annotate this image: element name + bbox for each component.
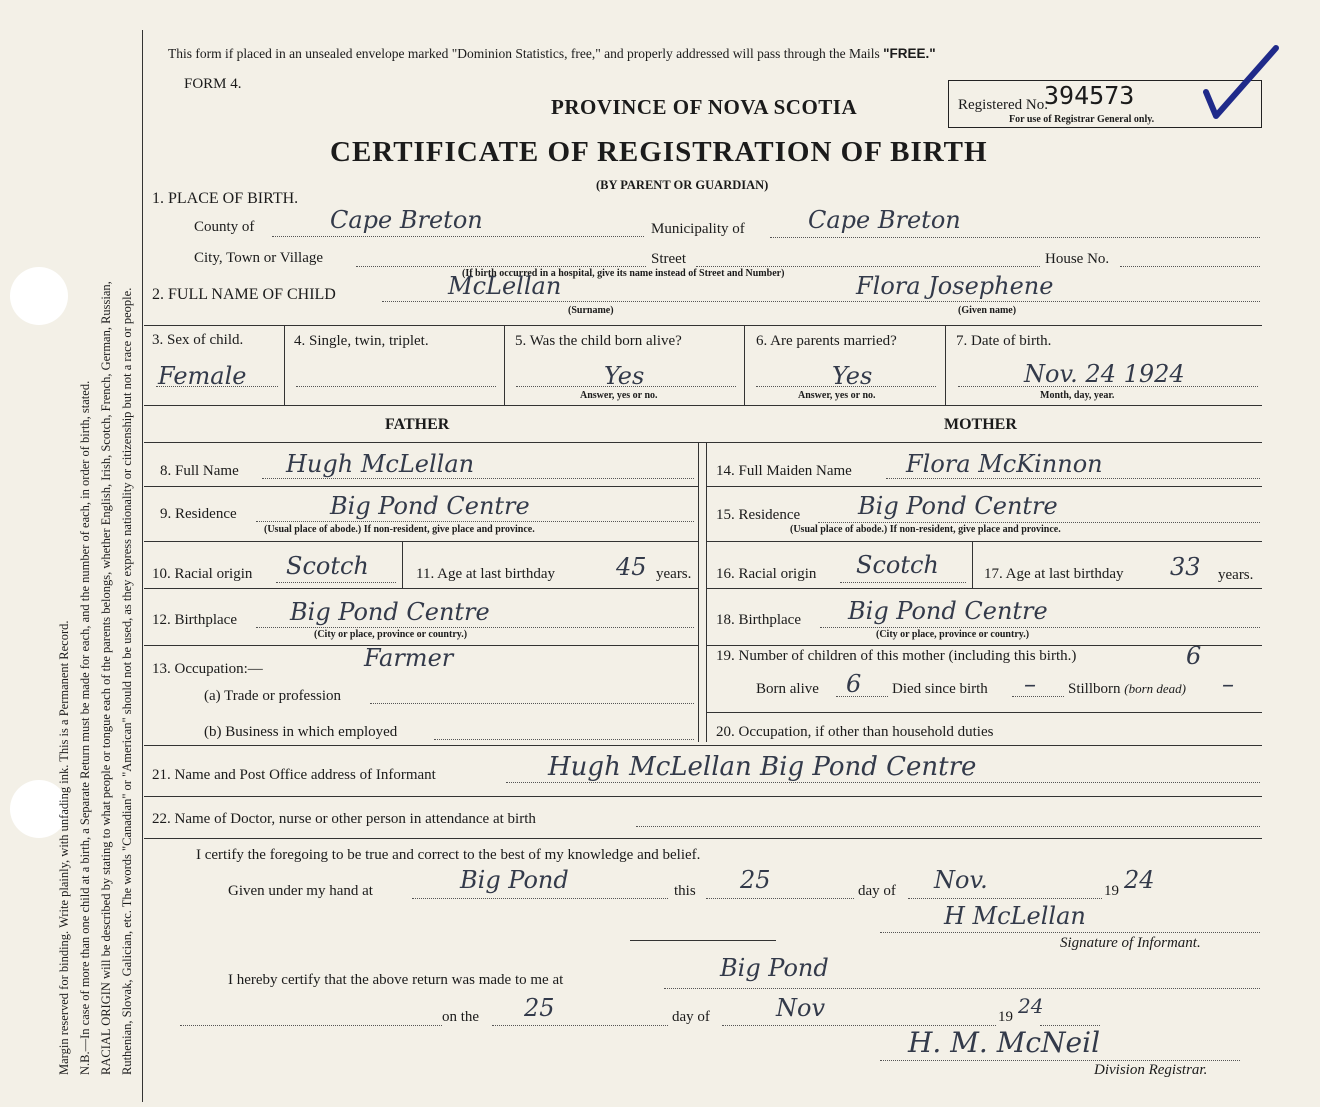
mother-racial-value: Scotch bbox=[856, 551, 939, 579]
mother-birthplace-line bbox=[820, 627, 1260, 628]
mother-row1 bbox=[706, 486, 1262, 487]
mother-residence-label: 15. Residence bbox=[716, 507, 801, 523]
margin-note-3: RACIAL ORIGIN will be described by stating to what people or tongue each of the parents belongs, whether English, Irish, Scotch, French, German, Russian, bbox=[99, 281, 113, 1075]
mother-residence-line bbox=[818, 522, 1260, 523]
row3-div2 bbox=[504, 325, 505, 405]
cert-year-suffix: 24 bbox=[1124, 866, 1155, 894]
sex-label: 3. Sex of child. bbox=[152, 332, 244, 348]
informant-signature-line bbox=[880, 932, 1260, 933]
registrar-statement: I hereby certify that the above return was made to me at bbox=[228, 972, 564, 988]
parents-bottom bbox=[144, 745, 1262, 746]
doctor-line bbox=[636, 826, 1260, 827]
born-alive-caption: Answer, yes or no. bbox=[580, 390, 658, 401]
father-residence-value: Big Pond Centre bbox=[330, 492, 530, 520]
dob-value: Nov. 24 1924 bbox=[1024, 360, 1185, 388]
margin-note-2: N.B.—In case of more than one child at a birth, a Separate Return must be made for each, and the number of each, in order of birth, stated. bbox=[78, 380, 92, 1075]
father-birthplace-value: Big Pond Centre bbox=[290, 598, 490, 626]
father-residence-caption: (Usual place of abode.) If non-resident, give place and province. bbox=[264, 524, 535, 535]
mother-age-divider bbox=[972, 541, 973, 588]
father-age-divider bbox=[402, 541, 403, 588]
father-age-label: 11. Age at last birthday bbox=[416, 566, 555, 582]
margin-note-4: Ruthenian, Slovak, Galician, etc. The words "Canadian" or "American" should not be used, as they express nationality or citizenship but not a race or people. bbox=[120, 287, 134, 1075]
father-residence-label: 9. Residence bbox=[160, 506, 237, 522]
mother-row4 bbox=[706, 645, 1262, 646]
informant-line bbox=[506, 782, 1260, 783]
married-label: 6. Are parents married? bbox=[756, 333, 897, 349]
mother-children-value: 6 bbox=[1186, 642, 1202, 670]
father-occupation-value: Farmer bbox=[364, 644, 454, 672]
city-line bbox=[356, 266, 646, 267]
doctor-bottom bbox=[144, 838, 1262, 839]
house-label: House No. bbox=[1045, 251, 1110, 267]
row3-bottom bbox=[144, 405, 1262, 406]
father-trade-label: (a) Trade or profession bbox=[204, 688, 342, 704]
registered-number: 394573 bbox=[1044, 81, 1135, 110]
cert-month: Nov. bbox=[934, 866, 988, 894]
married-caption: Answer, yes or no. bbox=[798, 390, 876, 401]
margin-note-1: Margin reserved for binding. Write plainly, with unfading ink. This is a Permanent Record. bbox=[57, 620, 71, 1075]
mother-racial-label: 16. Racial origin bbox=[716, 566, 817, 582]
father-racial-line bbox=[276, 582, 396, 583]
cert-day-of-label: day of bbox=[858, 883, 896, 899]
row3-top bbox=[144, 325, 1262, 326]
registrar-place: Big Pond bbox=[720, 954, 829, 982]
father-business-line bbox=[434, 739, 694, 740]
father-years: years. bbox=[656, 566, 692, 582]
mother-row5 bbox=[706, 712, 1262, 713]
dob-caption: Month, day, year. bbox=[1040, 390, 1115, 401]
county-line bbox=[272, 236, 644, 237]
mother-children-label: 19. Number of children of this mother (including this birth.) bbox=[716, 648, 1077, 664]
father-row3 bbox=[144, 588, 698, 589]
cert-month-line bbox=[908, 898, 1102, 899]
row3-div1 bbox=[284, 325, 285, 405]
child-name-label: 2. FULL NAME OF CHILD bbox=[152, 286, 336, 303]
mother-residence-caption: (Usual place of abode.) If non-resident, give place and province. bbox=[790, 524, 1061, 535]
mother-died-label: Died since birth bbox=[892, 681, 988, 697]
mother-heading: MOTHER bbox=[944, 416, 1017, 433]
married-value: Yes bbox=[832, 362, 873, 390]
registrar-year-prefix: 19 bbox=[998, 1009, 1013, 1025]
mother-row2 bbox=[706, 541, 1262, 542]
informant-signature-caption: Signature of Informant. bbox=[1060, 935, 1201, 951]
informant-bottom bbox=[144, 796, 1262, 797]
father-business-label: (b) Business in which employed bbox=[204, 724, 398, 740]
postage-note: This form if placed in an unsealed envelope marked "Dominion Statistics, free," and properly addressed will pass through the Mails "FREE." bbox=[168, 46, 936, 61]
cert-year-prefix: 19 bbox=[1104, 883, 1119, 899]
father-birthplace-caption: (City or place, province or country.) bbox=[314, 629, 468, 640]
child-name-line bbox=[382, 301, 1260, 302]
certificate-title: CERTIFICATE OF REGISTRATION OF BIRTH bbox=[330, 136, 988, 168]
house-line bbox=[1120, 266, 1260, 267]
father-trade-line bbox=[370, 703, 694, 704]
father-name-line bbox=[262, 478, 694, 479]
registrar-on-line bbox=[180, 1025, 442, 1026]
given-place: Big Pond bbox=[460, 866, 569, 894]
father-occupation-label: 13. Occupation:— bbox=[152, 661, 263, 677]
father-name-label: 8. Full Name bbox=[160, 463, 239, 479]
checkmark-icon bbox=[1200, 44, 1284, 124]
mother-birthplace-caption: (City or place, province or country.) bbox=[876, 629, 1030, 640]
mother-stillborn-value: – bbox=[1222, 670, 1234, 698]
registrar-day-line bbox=[492, 1025, 668, 1026]
certificate-subtitle: (BY PARENT OR GUARDIAN) bbox=[596, 178, 769, 192]
city-label: City, Town or Village bbox=[194, 250, 324, 266]
place-of-birth-heading: 1. PLACE OF BIRTH. bbox=[152, 190, 299, 207]
father-racial-value: Scotch bbox=[286, 552, 369, 580]
row3-div3 bbox=[744, 325, 745, 405]
mother-name-value: Flora McKinnon bbox=[906, 450, 1103, 478]
street-label: Street bbox=[651, 251, 686, 267]
child-given-name: Flora Josephene bbox=[856, 272, 1054, 300]
father-birthplace-label: 12. Birthplace bbox=[152, 612, 237, 628]
mother-born-alive-value: 6 bbox=[846, 670, 862, 698]
father-residence-line bbox=[256, 521, 694, 522]
mother-born-alive-label: Born alive bbox=[756, 681, 819, 697]
informant-label: 21. Name and Post Office address of Informant bbox=[152, 767, 436, 783]
mother-died-line bbox=[1012, 696, 1064, 697]
registrar-signature-line bbox=[880, 1060, 1240, 1061]
form-left-border bbox=[142, 30, 143, 1102]
father-heading: FATHER bbox=[385, 416, 450, 433]
father-row1 bbox=[144, 486, 698, 487]
surname-caption: (Surname) bbox=[568, 305, 614, 316]
mother-age-label: 17. Age at last birthday bbox=[984, 566, 1124, 582]
informant-signature: H McLellan bbox=[944, 902, 1086, 930]
registrar-year-suffix: 24 bbox=[1018, 994, 1044, 1018]
married-line bbox=[756, 386, 936, 387]
dob-line bbox=[958, 386, 1258, 387]
municipality-label: Municipality of bbox=[651, 221, 745, 237]
sex-value: Female bbox=[158, 362, 247, 390]
mother-birthplace-label: 18. Birthplace bbox=[716, 612, 801, 628]
given-caption: (Given name) bbox=[958, 305, 1017, 316]
form-number: FORM 4. bbox=[184, 76, 242, 92]
mother-name-line bbox=[886, 478, 1260, 479]
mother-row3 bbox=[706, 588, 1262, 589]
registrar-signature: H. M. McNeil bbox=[908, 1026, 1101, 1059]
row3-div4 bbox=[945, 325, 946, 405]
informant-value: Hugh McLellan Big Pond Centre bbox=[548, 752, 977, 782]
registrar-month: Nov bbox=[776, 994, 826, 1022]
mother-born-alive-line bbox=[836, 696, 888, 697]
cert-day-line bbox=[706, 898, 854, 899]
cert-day: 25 bbox=[740, 866, 771, 894]
registrar-place-line bbox=[664, 988, 1260, 989]
parents-divider-b bbox=[706, 442, 707, 742]
given-place-line bbox=[412, 898, 668, 899]
doctor-label: 22. Name of Doctor, nurse or other person in attendance at birth bbox=[152, 811, 536, 827]
plurality-label: 4. Single, twin, triplet. bbox=[294, 333, 429, 349]
cert-separator bbox=[630, 940, 776, 941]
father-row2 bbox=[144, 541, 698, 542]
registered-label: Registered No. bbox=[958, 97, 1048, 113]
father-age-value: 45 bbox=[616, 553, 647, 581]
mother-age-value: 33 bbox=[1170, 553, 1201, 581]
municipality-line bbox=[770, 237, 1260, 238]
plurality-line bbox=[296, 386, 496, 387]
registrar-on-label: on the bbox=[442, 1009, 480, 1025]
given-label: Given under my hand at bbox=[228, 883, 373, 899]
dob-label: 7. Date of birth. bbox=[956, 333, 1052, 349]
mother-occupation-label: 20. Occupation, if other than household duties bbox=[716, 724, 994, 740]
registrar-day-of-label: day of bbox=[672, 1009, 710, 1025]
county-label: County of bbox=[194, 219, 255, 235]
mother-racial-line bbox=[840, 582, 966, 583]
binding-hole-top bbox=[10, 267, 68, 325]
registrar-day: 25 bbox=[524, 994, 555, 1022]
mother-years: years. bbox=[1218, 567, 1254, 583]
sex-line bbox=[156, 386, 278, 387]
street-line bbox=[696, 266, 1040, 267]
child-surname: McLellan bbox=[448, 272, 562, 300]
cert-this-label: this bbox=[674, 883, 696, 899]
mother-died-value: – bbox=[1024, 670, 1036, 698]
registrar-note: For use of Registrar General only. bbox=[1009, 114, 1155, 125]
born-alive-line bbox=[516, 386, 736, 387]
father-racial-label: 10. Racial origin bbox=[152, 566, 253, 582]
parents-head-line bbox=[144, 442, 1262, 443]
municipality-value: Cape Breton bbox=[808, 206, 961, 234]
mother-stillborn-label: Stillborn (born dead) bbox=[1068, 681, 1187, 697]
father-birthplace-line bbox=[256, 627, 694, 628]
father-name-value: Hugh McLellan bbox=[286, 450, 475, 478]
province-heading: PROVINCE OF NOVA SCOTIA bbox=[551, 95, 858, 119]
parents-divider-a bbox=[698, 442, 699, 742]
county-value: Cape Breton bbox=[330, 206, 483, 234]
certify-statement: I certify the foregoing to be true and correct to the best of my knowledge and belief. bbox=[196, 847, 701, 863]
registrar-signature-caption: Division Registrar. bbox=[1094, 1062, 1208, 1078]
born-alive-value: Yes bbox=[604, 362, 645, 390]
born-alive-label: 5. Was the child born alive? bbox=[515, 333, 682, 349]
mother-residence-value: Big Pond Centre bbox=[858, 492, 1058, 520]
mother-birthplace-value: Big Pond Centre bbox=[848, 597, 1048, 625]
hospital-note: (If birth occurred in a hospital, give its name instead of Street and Number) bbox=[462, 268, 785, 279]
mother-name-label: 14. Full Maiden Name bbox=[716, 463, 852, 479]
